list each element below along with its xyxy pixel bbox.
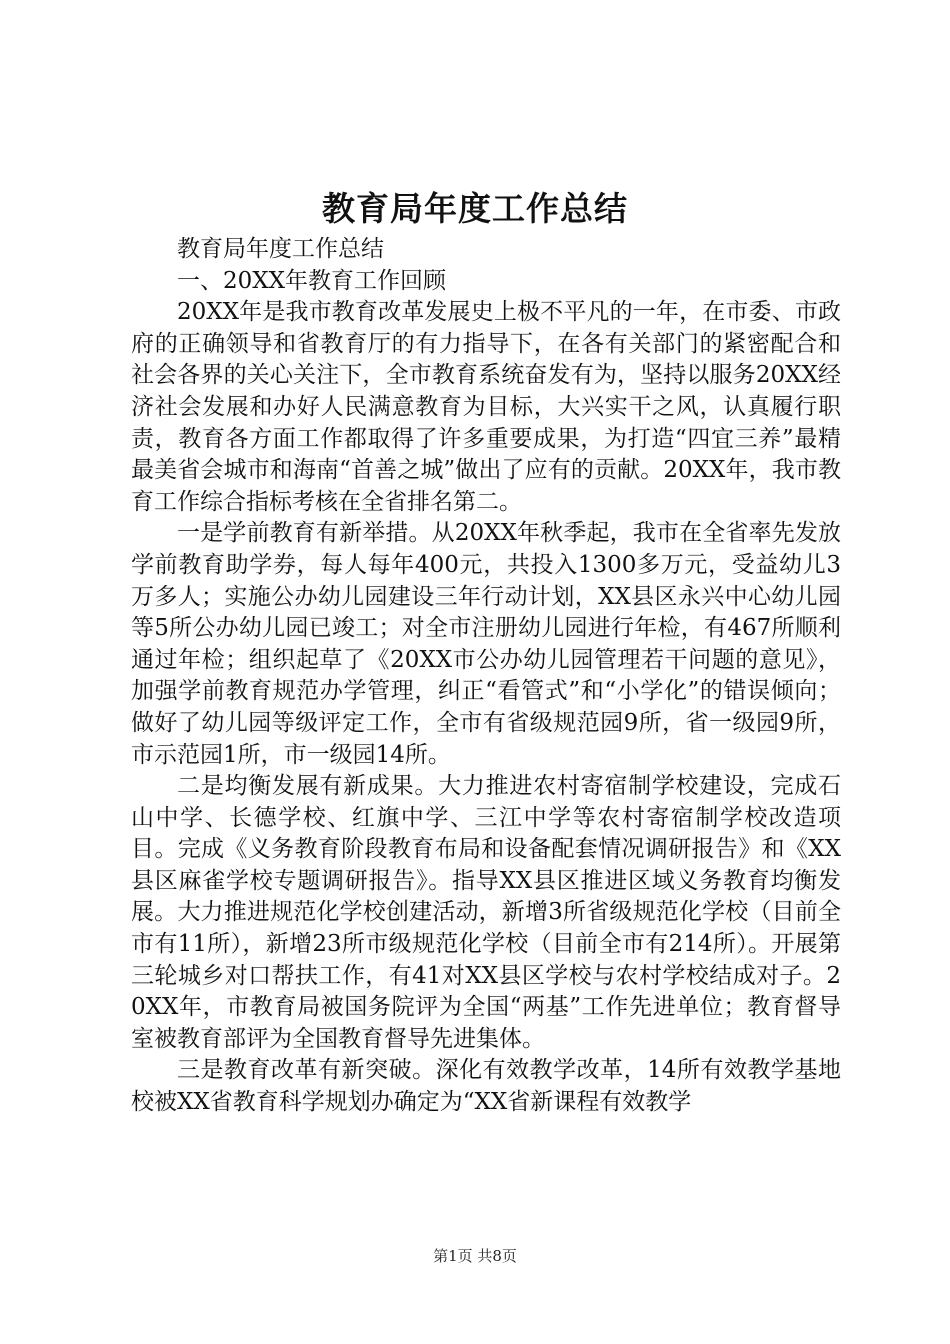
document-body bbox=[131, 234, 841, 1119]
paragraph-preschool: 一是学前教育有新举措。从20XX年秋季起，我市在全省率先发放学前教育助学券，每人每年400元，共投入1300多万元，受益幼儿3万多人；实施公办幼儿园建设三年行动计划，XX县区永兴中心幼儿园等5所公办幼儿园已竣工；对全市注册幼儿园进行年检，有467所顺利通过年检；组织起草了《20XX市公办幼儿园管理若干问题的意见》，加强学前教育规范办学管理，纠正“看管式”和“小学化”的错误倾向；做好了幼儿园等级评定工作，全市有省级规范园9所，省一级园9所，市示范园1所，市一级园14所。 bbox=[131, 520, 841, 768]
paragraph-section-title: 一、20XX年教育工作回顾 bbox=[177, 267, 447, 294]
document-title: 教育局年度工作总结 bbox=[322, 189, 628, 228]
paragraph-balanced-development: 二是均衡发展有新成果。大力推进农村寄宿制学校建设，完成石山中学、长德学校、红旗中学、三江中学等农村寄宿制学校改造项目。完成《义务教育阶段教育布局和设备配套情况调研报告》和《XX县区麻雀学校专题调研报告》。指导XX县区推进区域义务教育均衡发展。大力推进规范化学校创建活动，新增3所省级规范化学校（目前全市有11所），新增23所市级规范化学校（目前全市有214所）。开展第三轮城乡对口帮扶工作，有41对XX县区学校与农村学校结成对子。20XX年，市教育局被国务院评为全国“两基”工作先进单位；教育督导室被教育部评为全国教育督导先进集体。 bbox=[131, 773, 841, 1052]
paragraph-education-reform: 三是教育改革有新突破。深化有效教学改革，14所有效教学基地校被XX省教育科学规划办确定为“XX省新课程有效教学 bbox=[131, 1057, 841, 1116]
paragraph-heading: 教育局年度工作总结 bbox=[177, 236, 384, 262]
page-footer: 第1页 共8页 bbox=[433, 1247, 517, 1265]
paragraph-overview: 20XX年是我市教育改革发展史上极不平凡的一年，在市委、市政府的正确领导和省教育厅的有力指导下，在各有关部门的紧密配合和社会各界的关心关注下，全市教育系统奋发有为，坚持以服务20XX经济社会发展和办好人民满意教育为目标，大兴实干之风，认真履行职责，教育各方面工作都取得了许多重要成果，为打造“四宜三养”最精最美省会城市和海南“首善之城”做出了应有的贡献。20XX年，我市教育工作综合指标考核在全省排名第二。 bbox=[131, 299, 841, 515]
